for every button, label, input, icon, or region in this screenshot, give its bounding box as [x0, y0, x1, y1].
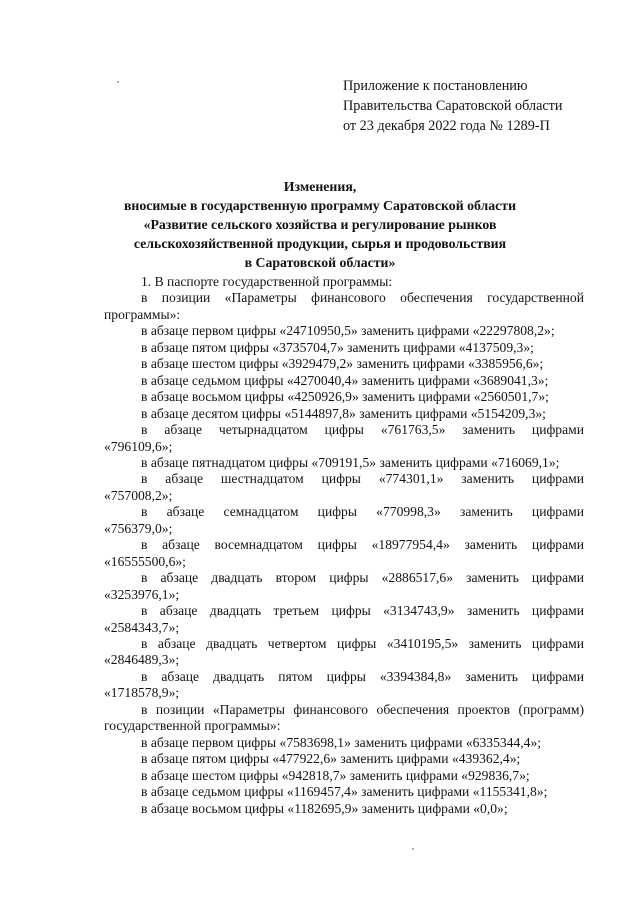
scan-speck — [412, 848, 414, 850]
amendment-item: в абзаце седьмом цифры «4270040,4» заменить цифрами «3689041,3»; — [141, 372, 549, 388]
amendment-item: в абзаце двадцать четвертом цифры «3410195,5» заменить цифрами — [141, 635, 584, 651]
amendment-item: в абзаце первом цифры «7583698,1» заменить цифрами «6335344,4»; — [141, 734, 542, 750]
title-line: вносимые в государственную программу Саратовской области — [123, 198, 517, 213]
amendment-continuation: «2846489,3»; — [104, 652, 180, 668]
paragraph-line: в позиции «Параметры финансового обеспечения государственной — [141, 290, 584, 306]
section-heading: 1. В паспорте государственной программы: — [141, 274, 393, 289]
amendment-item: в абзаце двадцать пятом цифры «3394384,8» заменить цифрами — [141, 668, 584, 684]
amendment-item: в абзаце седьмом цифры «1169457,4» заменить цифрами «1155341,8»; — [141, 784, 548, 800]
appendix-line: Приложение к постановлению — [343, 78, 528, 94]
paragraph-continuation: программы»: — [104, 306, 181, 322]
amendment-item: в абзаце семнадцатом цифры «770998,3» заменить цифрами — [141, 504, 584, 520]
amendment-continuation: «756379,0»; — [104, 520, 173, 536]
amendment-item: в абзаце шестом цифры «3929479,2» заменить цифрами «3385956,6»; — [141, 356, 544, 372]
amendment-continuation: «757008,2»; — [104, 487, 173, 503]
document-title — [100, 177, 540, 272]
title-line: «Развитие сельского хозяйства и регулирование рынков — [143, 217, 497, 232]
amendment-item: в абзаце четырнадцатом цифры «761763,5» заменить цифрами — [141, 422, 584, 438]
amendment-continuation: «16555500,6»; — [104, 553, 186, 569]
document-body — [104, 274, 584, 817]
appendix-line: от 23 декабря 2022 года № 1289-П — [343, 118, 550, 134]
amendment-continuation: «1718578,9»; — [104, 685, 180, 701]
amendment-continuation: «2584343,7»; — [104, 619, 180, 635]
amendment-item: в абзаце восьмом цифры «4250926,9» заменить цифрами «2560501,7»; — [141, 389, 549, 405]
amendment-item: в абзаце шестом цифры «942818,7» заменить цифрами «929836,7»; — [141, 767, 530, 783]
appendix-header — [343, 76, 562, 136]
amendment-item: в абзаце пятом цифры «3735704,7» заменить цифрами «4137509,3»; — [141, 339, 534, 355]
amendment-item: в абзаце двадцать втором цифры «2886517,6» заменить цифрами — [141, 570, 584, 586]
amendment-item: в абзаце шестнадцатом цифры «774301,1» заменить цифрами — [141, 471, 584, 487]
title-line: Изменения, — [283, 179, 357, 194]
amendment-item: в абзаце восьмом цифры «1182695,9» заменить цифрами «0,0»; — [141, 800, 508, 816]
amendment-item: в абзаце пятом цифры «477922,6» заменить цифрами «439362,4»; — [141, 751, 521, 767]
amendment-item: в абзаце десятом цифры «5144897,8» заменить цифрами «5154209,3»; — [141, 405, 546, 421]
amendment-item: в абзаце восемнадцатом цифры «18977954,4» заменить цифрами — [141, 537, 584, 553]
paragraph-line: в позиции «Параметры финансового обеспечения проектов (программ) — [141, 701, 584, 717]
amendment-item: в абзаце первом цифры «24710950,5» заменить цифрами «22297808,2»; — [141, 323, 555, 339]
amendment-item: в абзаце пятнадцатом цифры «709191,5» заменить цифрами «716069,1»; — [141, 454, 560, 470]
paragraph-continuation: государственной программы»: — [104, 718, 281, 734]
amendment-item: в абзаце двадцать третьем цифры «3134743,9» заменить цифрами — [141, 603, 584, 619]
amendment-continuation: «796109,6»; — [104, 438, 173, 454]
scan-speck — [117, 81, 119, 83]
amendment-continuation: «3253976,1»; — [104, 586, 180, 602]
title-line: в Саратовской области» — [244, 255, 396, 270]
appendix-line: Правительства Саратовской области — [343, 98, 563, 114]
title-line: сельскохозяйственной продукции, сырья и продовольствия — [133, 236, 507, 251]
